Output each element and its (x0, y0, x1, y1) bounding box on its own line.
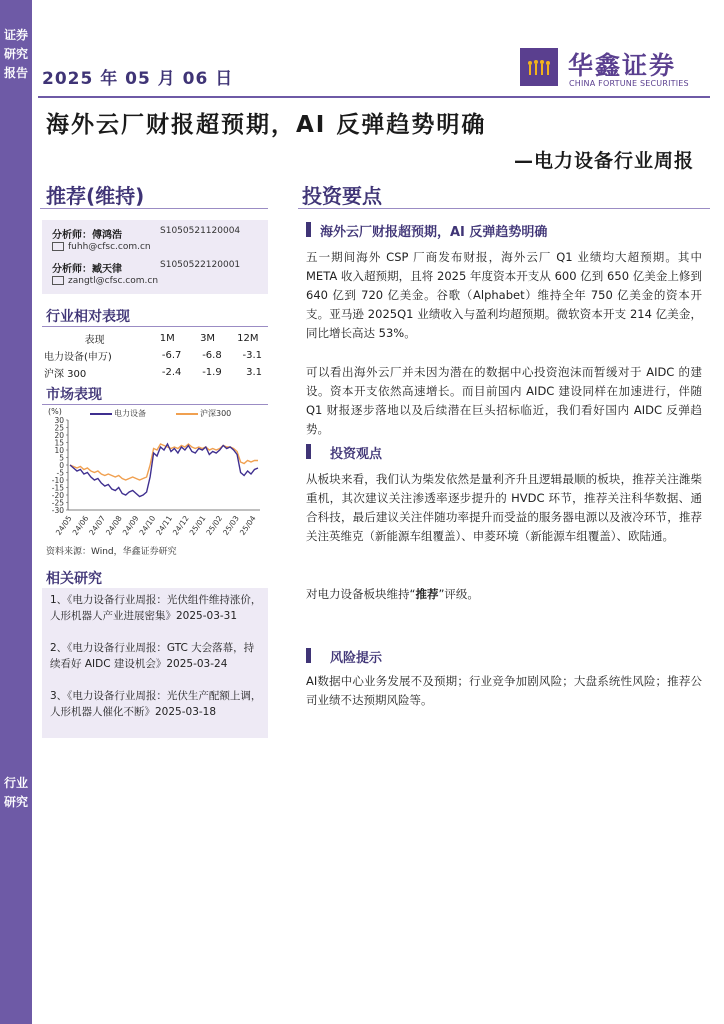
header-divider (38, 96, 710, 98)
report-date: 2025 年 05 月 06 日 (42, 69, 234, 89)
report-title: 海外云厂财报超预期，AI 反弹趋势明确 (46, 112, 487, 138)
related-item[interactable]: 3、《电力设备行业周报：光伏生产配额上调，人形机器人催化不断》2025-03-18 (50, 690, 262, 718)
company-logo-icon (520, 48, 558, 86)
rating-divider (40, 208, 268, 209)
report-subtitle: —电力设备行业周报 (513, 150, 694, 172)
x-tick-label: 25/01 (187, 513, 208, 537)
analyst-1-email-row (52, 242, 151, 252)
section-divider (298, 208, 710, 209)
performance-heading: 行业相对表现 (46, 309, 130, 325)
y-tick-label: -15 (51, 483, 64, 493)
analyst-1 (52, 226, 122, 241)
table-header-row (42, 330, 268, 347)
performance-divider (42, 326, 268, 327)
x-tick-label: 25/03 (221, 513, 241, 537)
table-row (42, 364, 268, 381)
row-value: -1.9 (202, 367, 222, 378)
y-tick-label: -5 (56, 468, 64, 478)
row-name: 电力设备(申万) (44, 352, 112, 363)
subsection-2-title: 投资观点 (330, 447, 383, 462)
row-value: -6.7 (161, 350, 182, 361)
analyst-1-name: 傅鸿浩 (92, 230, 122, 241)
section-title: 投资要点 (302, 184, 382, 208)
row-name: 沪深 300 (44, 369, 87, 380)
y-tick-label: -30 (51, 506, 64, 515)
paragraph-1: 五一期间海外 CSP 厂商发布财报，海外云厂 Q1 业绩均大超预期。其中 META 收入超预期，且将 2025 年度资本开支从 600 亿到 650 亿美金上修到 640 亿到 720 亿美金。谷歌（Alphabet）维持全年 750 亿美金的资本开支。亚马逊 2025Q1 业绩收入与盈利均超预期。微软资本开支 214 亿美金，同比增长高达 53%。 (306, 250, 702, 340)
analyst-2 (52, 260, 122, 275)
analyst-box (42, 220, 268, 294)
market-heading: 市场表现 (46, 387, 102, 403)
table-header-cell: 表现 (84, 335, 105, 346)
analyst-2-code: S1050522120001 (160, 260, 241, 270)
related-research-box (42, 588, 268, 738)
x-tick-label: 24/06 (70, 513, 91, 537)
related-item[interactable]: 1、《电力设备行业周报：光伏组件维持涨价，人形机器人产业进展密集》2025-03-31 (50, 594, 262, 622)
rating-label: 推荐(维持) (46, 184, 145, 208)
chart-source: 资料来源：Wind，华鑫证券研究 (46, 547, 177, 557)
rating-text-bold: 推荐 (415, 587, 439, 601)
table-header-cell: 12M (237, 333, 259, 344)
y-tick-label: 0 (59, 461, 64, 470)
table-header-cell: 3M (200, 333, 216, 344)
section-bar-icon (306, 444, 311, 459)
subsection-1-title: 海外云厂财报超预期，AI 反弹趋势明确 (320, 225, 548, 240)
analyst-1-code: S1050521120004 (160, 226, 241, 236)
section-bar-icon (306, 222, 311, 237)
y-tick-label: 5 (59, 453, 64, 463)
sidebar-top-text: 证券研究报告 (3, 28, 28, 80)
section-bar-icon (306, 648, 311, 663)
rating-text-post: ”评级。 (438, 587, 479, 601)
y-tick-label: 30 (54, 416, 64, 425)
y-tick-label: -25 (51, 498, 64, 508)
mail-icon (52, 242, 64, 251)
related-heading: 相关研究 (46, 571, 102, 587)
analyst-1-label: 分析师： (52, 230, 92, 241)
mail-icon (52, 276, 64, 285)
logo-text-cn: 华鑫证券 (568, 51, 677, 80)
paragraph-3: 从板块来看，我们认为柴发依然是量利齐升且逻辑最顺的板块，推荐关注潍柴重机，其次建议关注渗透率逐步提升的 HVDC 环节，推荐关注科华数据、通合科技，最后建议关注伴随功率提升而受益的服务器电源以及液冷环节，推荐关注英维克（新能源车组覆盖）、申菱环境（新能源车组覆盖）、欧陆通。 (306, 472, 702, 543)
table-header-cell: 1M (159, 333, 175, 344)
y-tick-label: 10 (54, 446, 64, 455)
subsection-3-title: 风险提示 (330, 651, 383, 666)
sidebar-bottom-text: 行业研究 (3, 776, 28, 809)
x-tick-label: 24/12 (170, 513, 191, 537)
x-tick-label: 24/09 (120, 513, 141, 537)
paragraph-2: 可以看出海外云厂并未因为潜在的数据中心投资泡沫而暂缓对于 AIDC 的建设。资本开支依然高速增长。而目前国内 AIDC 建设同样在加速进行，伴随 Q1 财报逐步落地以及后续潜在巨头招标临近，我们看好国内 AIDC 反弹趋势。 (306, 365, 702, 436)
row-value: 3.1 (246, 367, 262, 378)
performance-table (42, 330, 268, 381)
y-tick-label: 15 (54, 438, 64, 448)
y-tick-label: -10 (51, 476, 64, 485)
rating-text-pre: 对电力设备板块维持“ (306, 587, 416, 601)
y-tick-label: 20 (54, 431, 64, 440)
row-value: -3.1 (242, 350, 262, 361)
analyst-1-email[interactable]: fuhh@cfsc.com.cn (68, 242, 151, 252)
logo-text-en: CHINA FORTUNE SECURITIES (569, 79, 689, 88)
row-value: -6.8 (202, 350, 222, 361)
table-row (42, 347, 268, 364)
x-tick-label: 24/11 (154, 513, 175, 537)
x-tick-label: 25/04 (237, 513, 258, 537)
x-tick-label: 24/05 (53, 513, 74, 537)
legend-label-1: 电力设备 (114, 409, 146, 418)
analyst-2-label: 分析师： (52, 264, 92, 275)
y-tick-label: 25 (54, 423, 64, 433)
y-axis-unit-label: (%) (48, 407, 62, 416)
paragraph-4 (306, 585, 702, 604)
paragraph-5: AI数据中心业务发展不及预期；行业竞争加剧风险；大盘系统性风险；推荐公司业绩不达预期风险等。 (306, 674, 702, 707)
market-chart (42, 404, 268, 544)
y-tick-label: -20 (51, 491, 64, 500)
series-line-1 (70, 444, 258, 497)
analyst-2-email-row (52, 276, 158, 286)
x-tick-label: 25/02 (204, 513, 225, 537)
related-item[interactable]: 2、《电力设备行业周报：GTC 大会落幕，持续看好 AIDC 建设机会》2025-03-24 (50, 642, 255, 670)
left-sidebar (0, 0, 32, 1024)
analyst-2-email[interactable]: zangtl@cfsc.com.cn (68, 276, 159, 286)
analyst-2-name: 臧天律 (92, 264, 122, 275)
x-tick-label: 24/07 (87, 513, 108, 537)
x-tick-label: 24/08 (104, 513, 124, 537)
row-value: -2.4 (161, 367, 182, 378)
legend-label-2: 沪深300 (200, 409, 232, 418)
x-tick-label: 24/10 (137, 513, 158, 537)
